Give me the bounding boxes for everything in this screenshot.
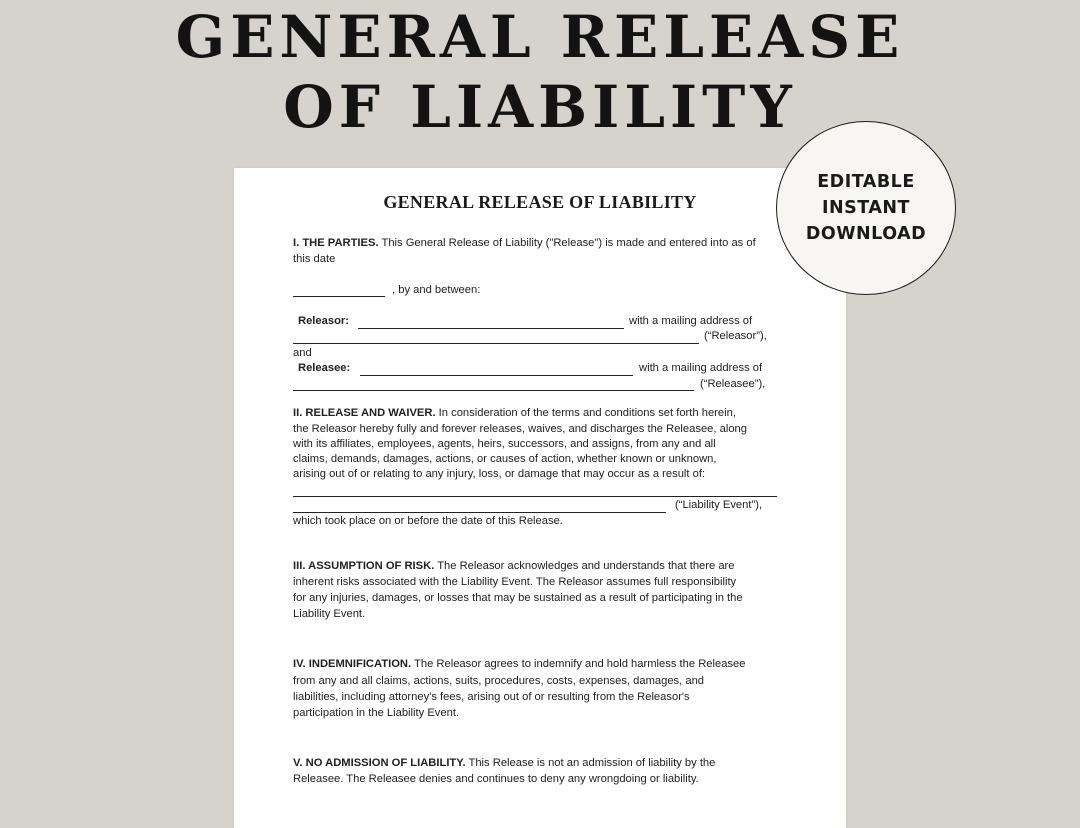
risk-line-4: Liability Event.: [293, 608, 366, 620]
release-line-6: which took place on or before the date of this Release.: [293, 515, 563, 527]
indemnification-line-1: IV. INDEMNIFICATION. The Releasor agrees to indemnify and hold harmless the Releasee: [293, 658, 746, 670]
no-admission-heading: V. NO ADMISSION OF LIABILITY.: [293, 757, 466, 769]
no-admission-line-2: Releasee. The Releasee denies and continues to deny any wrongdoing or liability.: [293, 773, 699, 785]
releasor-mailing-text: with a mailing address of: [629, 315, 753, 327]
risk-line-1: III. ASSUMPTION OF RISK. The Releasor acknowledges and understands that there are: [293, 560, 735, 572]
risk-line-2: inherent risks associated with the Liability Event. The Releasor assumes full responsibility: [293, 576, 737, 588]
parties-line-2: this date: [293, 253, 336, 265]
hero-title-line-2: OF LIABILITY: [283, 73, 797, 141]
parties-heading: I. THE PARTIES.: [293, 237, 379, 249]
document-title: GENERAL RELEASE OF LIABILITY: [383, 192, 697, 212]
releasor-address-blank[interactable]: [293, 343, 699, 344]
release-line-2: the Releasor hereby fully and forever releases, waives, and discharges the Releasee, along: [293, 423, 747, 435]
indemnification-line-3: liabilities, including attorney's fees, arising out of or resulting from the Releasor's: [293, 691, 690, 703]
indemnification-line-2: from any and all claims, actions, suits, procedures, costs, expenses, damages, and: [293, 675, 705, 687]
liability-event-tag: (“Liability Event”),: [675, 499, 763, 511]
releasor-name-blank[interactable]: [358, 328, 624, 329]
date-blank[interactable]: [293, 296, 385, 297]
releasee-tag: (“Releasee”),: [700, 378, 766, 390]
risk-heading: III. ASSUMPTION OF RISK.: [293, 560, 435, 572]
parties-line-1: I. THE PARTIES. This General Release of Liability ("Release") is made and entered into as of: [293, 237, 756, 249]
by-and-between-text: , by and between:: [392, 284, 481, 296]
indemnification-line-4: participation in the Liability Event.: [293, 707, 460, 719]
editable-download-badge: [776, 121, 956, 295]
hero-title-line-1: GENERAL RELEASE: [175, 3, 905, 71]
release-line-3: with its affiliates, employees, agents, heirs, successors, and assigns, from any and all: [293, 438, 716, 450]
release-heading: II. RELEASE AND WAIVER.: [293, 407, 436, 419]
releasee-address-blank[interactable]: [293, 390, 694, 391]
releasor-label: Releasor:: [298, 315, 349, 327]
badge-line-1: EDITABLE: [817, 172, 915, 192]
release-line-1: II. RELEASE AND WAIVER. In consideration of the terms and conditions set forth herein,: [293, 407, 736, 419]
no-admission-line-1: V. NO ADMISSION OF LIABILITY. This Release is not an admission of liability by the: [293, 757, 716, 769]
document-page: [234, 168, 846, 828]
risk-line-3: for any injuries, damages, or losses that may be sustained as a result of participating in the: [293, 592, 743, 604]
and-text: and: [293, 347, 312, 359]
releasee-label: Releasee:: [298, 362, 351, 374]
releasee-mailing-text: with a mailing address of: [639, 362, 763, 374]
badge-line-3: DOWNLOAD: [805, 224, 927, 244]
release-line-5: arising out of or relating to any injury, loss, or damage that may occur as a result of:: [293, 468, 706, 480]
releasor-tag: (“Releasor”),: [704, 330, 767, 342]
badge-line-2: INSTANT: [822, 198, 910, 218]
releasee-name-blank[interactable]: [360, 375, 633, 376]
indemnification-heading: IV. INDEMNIFICATION.: [293, 658, 412, 670]
release-line-4: claims, demands, damages, actions, or causes of action, whether known or unknown,: [293, 453, 717, 465]
